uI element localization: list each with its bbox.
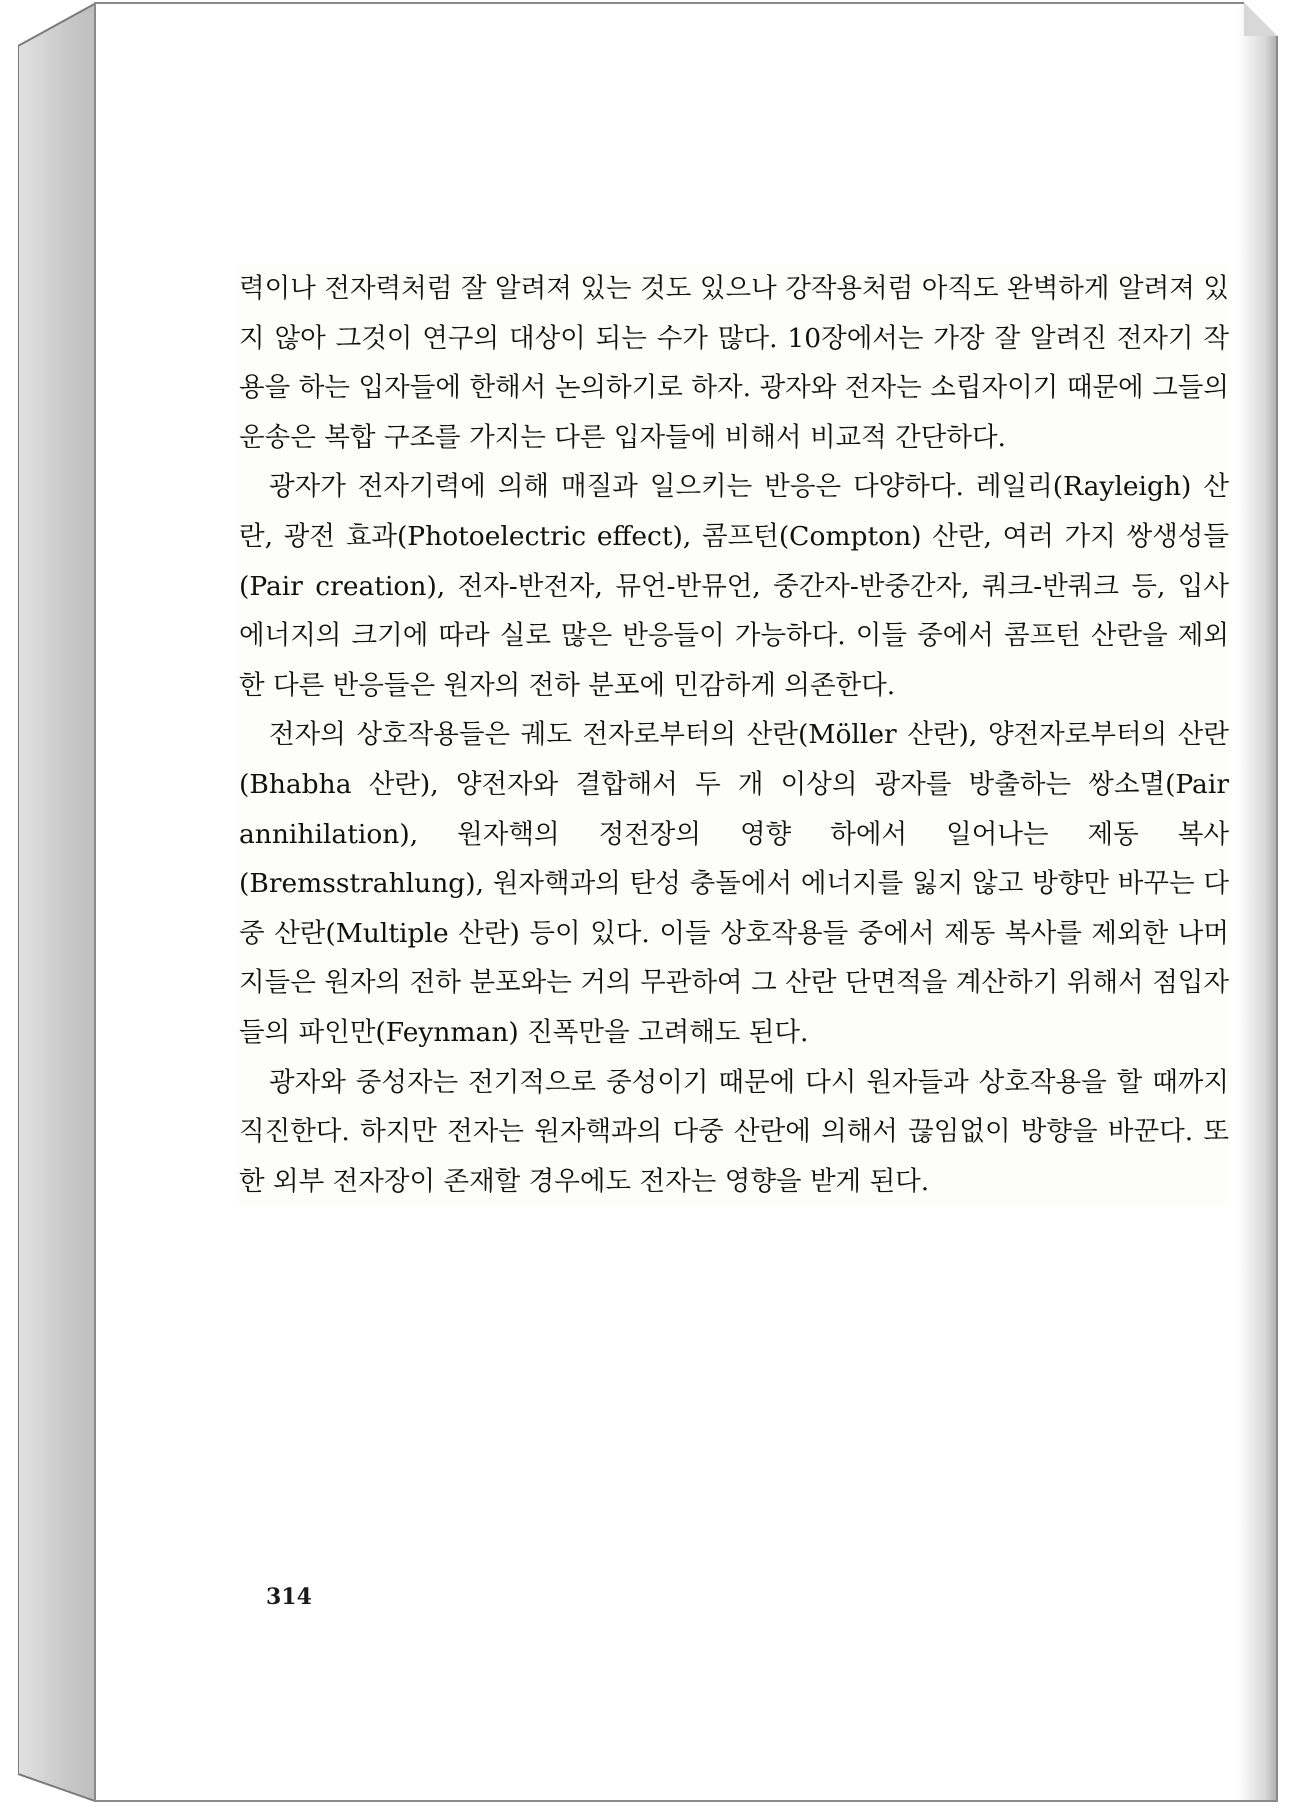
page-edge-shadow: [1238, 4, 1276, 1800]
paragraph: 력이나 전자력처럼 잘 알려져 있는 것도 있으나 강작용처럼 아직도 완벽하게 알려져 있지 않아 그것이 연구의 대상이 되는 수가 많다. 10장에서는 가장 잘 알려진 전자기 작용을 하는 입자들에 한해서 논의하기로 하자. 광자와 전자는 소립자이기 때문에 그들의 운송은 복합 구조를 가지는 다른 입자들에 비해서 비교적 간단하다.: [239, 273, 1229, 453]
paragraph: 광자가 전자기력에 의해 매질과 일으키는 반응은 다양하다. 레일리(Rayleigh) 산란, 광전 효과(Photoelectric effect), 콤프턴(Compton) 산란, 여러 가지 쌍생성들(Pair creation), 전자-반전자, 뮤언-반뮤언, 중간자-반중간자, 쿼크-반쿼크 등, 입사 에너지의 크기에 따라 실로 많은 반응들이 가능하다. 이들 중에서 콤프턴 산란을 제외한 다른 반응들은 원자의 전하 분포에 민감하게 의존한다.: [239, 471, 1229, 701]
page-number: 314: [266, 1584, 312, 1610]
paragraph: 광자와 중성자는 전기적으로 중성이기 때문에 다시 원자들과 상호작용을 할 때까지 직진한다. 하지만 전자는 원자핵과의 다중 산란에 의해서 끊임없이 방향을 바꾼다. 또한 외부 전자장이 존재할 경우에도 전자는 영향을 받게 된다.: [239, 1066, 1229, 1197]
page-corner: [1244, 2, 1278, 36]
body-text: [239, 264, 1229, 1206]
paragraph: 전자의 상호작용들은 궤도 전자로부터의 산란(Möller 산란), 양전자로부터의 산란(Bhabha 산란), 양전자와 결합해서 두 개 이상의 광자를 방출하는 쌍소멸(Pair annihilation), 원자핵의 정전장의 영향 하에서 일어나는 제동 복사(Bremsstrahlung), 원자핵과의 탄성 충돌에서 에너지를 잃지 않고 방향만 바꾸는 다중 산란(Multiple 산란) 등이 있다. 이들 상호작용들 중에서 제동 복사를 제외한 나머지들은 원자의 전하 분포와는 거의 무관하여 그 산란 단면적을 계산하기 위해서 점입자들의 파인만(Feynman) 진폭만을 고려해도 된다.: [239, 719, 1229, 1048]
book-spine-outline: [18, 2, 98, 1802]
book-page: [94, 2, 1278, 1802]
